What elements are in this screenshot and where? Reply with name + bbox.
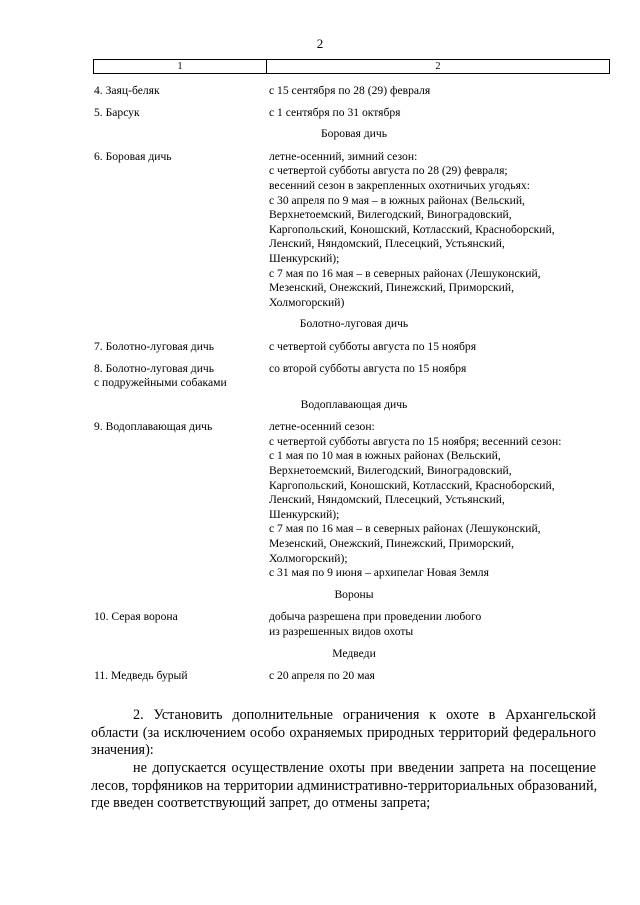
table-row — [94, 150, 614, 311]
period-line: добыча разрешена при проведении любого — [269, 610, 482, 624]
period-line: весенний сезон в закрепленных охотничьих угодьях: — [269, 178, 530, 192]
game-species — [94, 362, 269, 391]
section-heading: Вороны — [334, 587, 374, 601]
period-line: с 31 мая по 9 июня – архипелаг Новая Земля — [269, 566, 489, 580]
period-line: со второй субботы августа по 15 ноября — [269, 361, 467, 375]
paragraph-line: лесов, торфяников на территории административно-территориальных образований, — [91, 777, 598, 794]
species-line: 10. Серая ворона — [94, 610, 178, 624]
table-row — [94, 340, 614, 355]
table-row — [94, 84, 614, 99]
period-line: из разрешенных видов охоты — [269, 625, 414, 638]
column-number-2: 2 — [435, 61, 441, 72]
paragraph-line: значения): — [91, 742, 154, 759]
section-heading: Медведи — [332, 646, 376, 660]
period-line: Каргопольский, Коношский, Котласский, Красноборский, — [269, 222, 555, 236]
paragraph-line: 2. Установить дополнительные ограничения к охоте в Архангельской — [133, 707, 596, 723]
period-line: с четвертой субботы августа по 15 ноября; весенний сезон: — [269, 434, 562, 448]
paragraph-line: не допускается осуществление охоты при введении запрета на посещение — [133, 760, 596, 776]
period-line: Ленский, Няндомский, Плесецкий, Устьянский, — [269, 493, 505, 507]
game-species — [94, 84, 269, 99]
paragraph-line: где введен соответствующий запрет, до отмены запрета; — [91, 795, 431, 812]
period-line: с 7 мая по 16 мая – в северных районах (Лешуконский, — [269, 266, 541, 280]
period-line: Холмогорский); — [269, 551, 348, 565]
period-line: с 30 апреля по 9 мая – в южных районах (Вельский, — [269, 193, 525, 207]
species-line: 7. Болотно-луговая дичь — [94, 339, 215, 353]
hunting-period — [269, 362, 614, 391]
table-row — [94, 106, 614, 121]
period-line: с 7 мая по 16 мая – в северных районах (Лешуконский, — [269, 522, 541, 536]
page-number: 2 — [316, 36, 324, 51]
species-line: 8. Болотно-луговая дичь — [94, 361, 215, 375]
section-heading: Болотно-луговая дичь — [299, 317, 409, 331]
period-line: Шенкурский); — [269, 507, 340, 521]
table-row — [94, 362, 614, 391]
hunting-period — [269, 150, 614, 311]
game-species — [94, 420, 269, 581]
species-line: 9. Водоплавающая дичь — [94, 420, 213, 434]
period-line: Шенкурский); — [269, 251, 340, 265]
period-line: Мезенский, Онежский, Пинежский, Приморский, — [269, 537, 514, 551]
section-heading: Водоплавающая дичь — [300, 397, 408, 411]
hunting-period — [269, 420, 614, 581]
hunting-period — [269, 106, 614, 121]
game-species — [94, 106, 269, 121]
game-species — [94, 340, 269, 355]
period-line: летне-осенний, зимний сезон: — [269, 149, 418, 163]
column-number-1: 1 — [94, 60, 267, 73]
period-line: с четвертой субботы августа по 15 ноября — [269, 339, 477, 353]
hunting-period — [269, 84, 614, 99]
period-line: Ленский, Няндомский, Плесецкий, Устьянский, — [269, 237, 505, 251]
hunting-periods-table — [94, 84, 614, 691]
period-line: летне-осенний сезон: — [269, 420, 375, 434]
period-line: с четвертой субботы августа по 28 (29) февраля; — [269, 164, 508, 178]
period-line: Верхнетоемский, Вилегодский, Виноградовский, — [269, 464, 512, 478]
species-line: 6. Боровая дичь — [94, 149, 172, 163]
period-line: Холмогорский) — [269, 295, 345, 309]
period-line: с 1 сентября по 31 октября — [269, 105, 401, 119]
table-row — [94, 669, 614, 684]
period-line: Каргопольский, Коношский, Котласский, Красноборский, — [269, 478, 555, 492]
species-line: 11. Медведь бурый — [94, 669, 188, 683]
period-line: с 15 сентября по 28 (29) февраля — [269, 84, 431, 97]
hunting-period — [269, 340, 614, 355]
period-line: с 1 мая по 10 мая в южных районах (Вельский, — [269, 449, 501, 463]
table-column-header — [93, 59, 610, 74]
hunting-period — [269, 669, 614, 684]
period-line: Верхнетоемский, Вилегодский, Виноградовский, — [269, 208, 512, 222]
species-line: 4. Заяц-беляк — [94, 84, 160, 97]
period-line: Мезенский, Онежский, Пинежский, Приморский, — [269, 281, 514, 295]
species-line: с подружейными собаками — [94, 376, 227, 390]
species-line: 5. Барсук — [94, 105, 140, 119]
table-row — [94, 420, 614, 581]
paragraph-2 — [91, 707, 596, 760]
section-heading: Боровая дичь — [321, 127, 387, 141]
paragraph-line: области (за исключением особо охраняемых природных территорий федерального — [91, 724, 596, 741]
game-species — [94, 150, 269, 311]
hunting-period — [269, 610, 614, 639]
table-row — [94, 610, 614, 639]
paragraph-3 — [91, 760, 596, 813]
game-species — [94, 669, 269, 684]
game-species — [94, 610, 269, 639]
period-line: с 20 апреля по 20 мая — [269, 669, 375, 683]
